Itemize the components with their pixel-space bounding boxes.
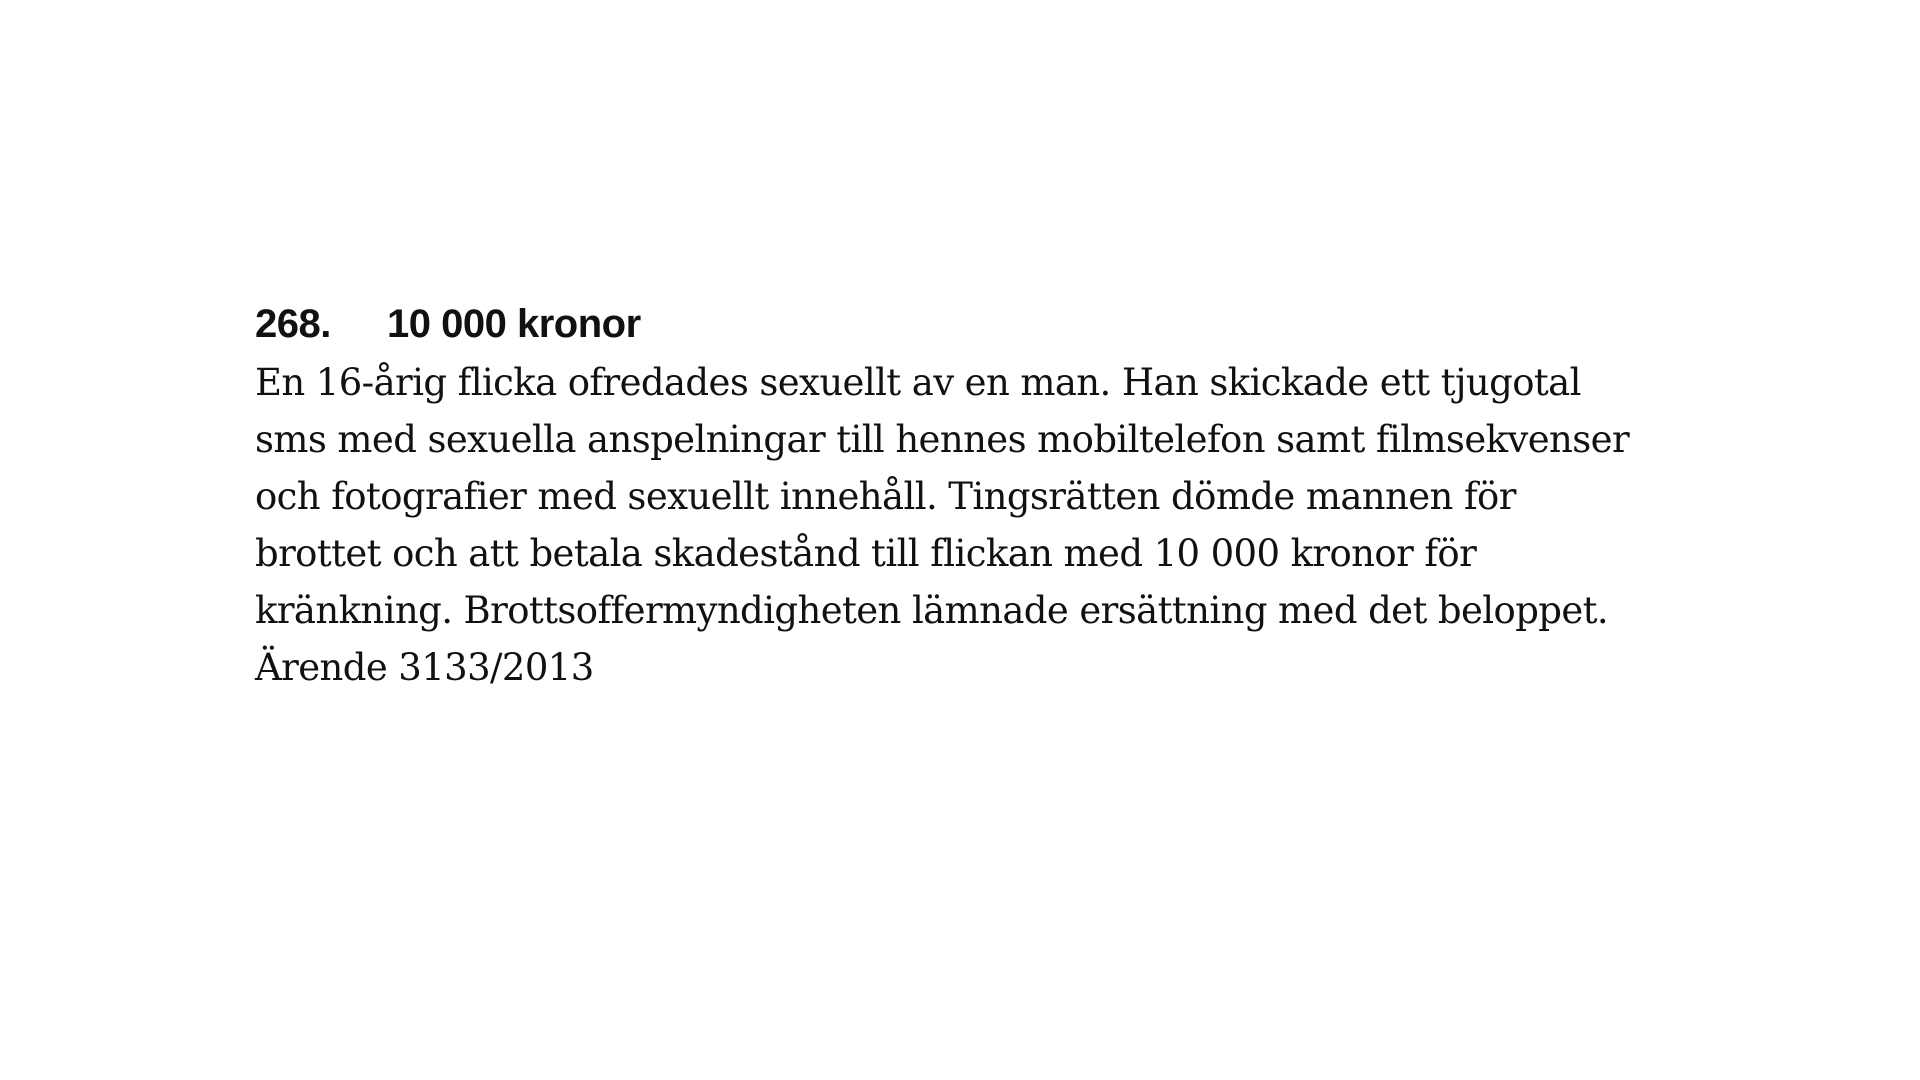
case-reference: Ärende 3133/2013 [255,646,594,689]
description-line: sms med sexuella anspelningar till hennes mobiltelefon samt filmsekvenser [255,418,1630,461]
case-description [255,354,1675,696]
case-title: 10 000 kronor [387,302,641,346]
description-line: brottet och att betala skadestånd till flickan med 10 000 kronor för [255,532,1477,575]
description-line: En 16-årig flicka ofredades sexuellt av en man. Han skickade ett tjugotal [255,361,1581,404]
case-number: 268. [255,302,331,346]
description-line: kränkning. Brottsoffermyndigheten lämnade ersättning med det beloppet. [255,589,1609,632]
case-entry [255,298,1675,696]
case-heading [255,298,1675,350]
description-line: och fotografier med sexuellt innehåll. Tingsrätten dömde mannen för [255,475,1516,518]
